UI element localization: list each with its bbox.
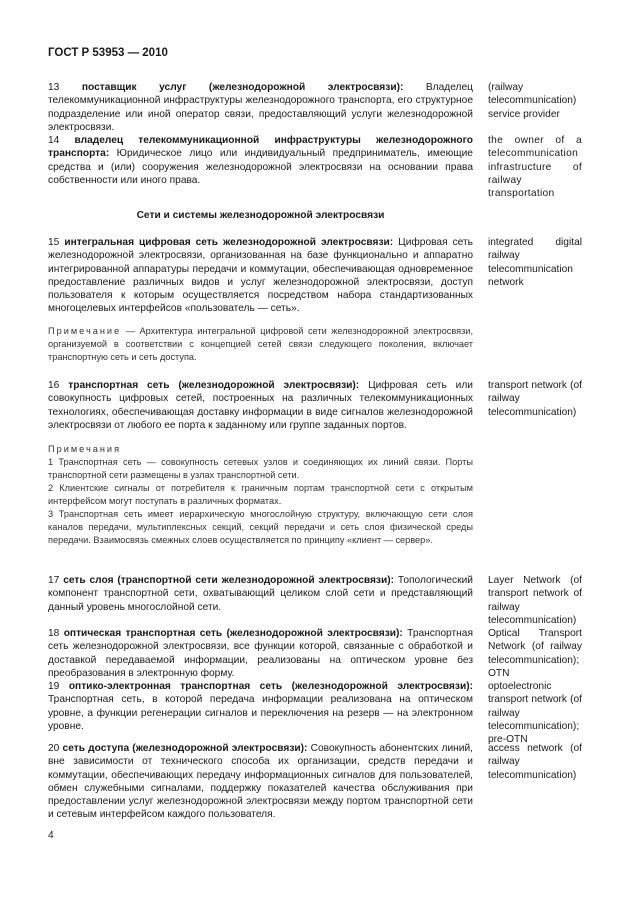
term-17: 17 сеть слоя (транспортной сети железнодорожной электросвязи): Топологический компонент транспортной сети, охватывающий целиком слой сети и представляющий данный уровень многослойной сети. [48,575,473,613]
term-18: 18 оптическая транспортная сеть (железнодорожной электросвязи): Транспортная сеть железнодорожной электросвязи, все функции которой, связанные с обработкой и доставкой передаваемой информации, реализованы на оптическом уровне без преобразования в электронную форму. [48,628,473,679]
term-16-english: transport network (of railway telecommunication) [488,380,582,418]
term-14: 14 владелец телекоммуникационной инфраструктуры железнодорожного транспорта: Юридическое лицо или индивидуальный предприниматель, имеющие средства и (или) сооружения железнодорожной электросвязи на основании права собственности или иного права. [48,135,473,186]
term-15-english: integrated digital railway telecommunication network [488,237,582,288]
term-19-english: optoelectronic transport network (of railway telecommunication); pre-OTN [488,681,582,746]
term-14-english: the owner of a telecommunication infrastructure of railway transportation [488,135,582,200]
term-13-english: (railway telecommunication) service provider [488,82,577,120]
note-15: Примечание — Архитектура интегральной цифровой сети железнодорожной электросвязи, организуемой в соответствии с концепцией сетей связи следующего поколения, включает транспортную сеть и сеть доступа. [48,326,473,362]
term-20-english: access network (of railway telecommunication) [488,743,582,781]
note-item: 1 Транспортная сеть — совокупность сетевых узлов и соединяющих их линий связи. Порты транспортной сети размещены в узлах транспортной сети. [48,457,473,480]
document-header: ГОСТ Р 53953 — 2010 [48,47,168,59]
section-title: Сети и системы железнодорожной электросвязи [136,210,385,221]
term-19: 19 оптико-электронная транспортная сеть (железнодорожной электросвязи): Транспортная сеть, в которой передача информации реализована на оптическом уровне, а функции регенерации сигналов и переключения на резерв — на электронном уровне. [48,681,473,732]
term-18-english: Optical Transport Network (of railway telecommunication); OTN [488,628,582,679]
term-13: 13 поставщик услуг (железнодорожной электросвязи): Владелец телекоммуникационной инфраструктуры железнодорожного транспорта, его структурное подразделение или иной оператор связи, предоставляющий услуги железнодорожной электросвязи. [48,82,473,133]
notes-16: Примечания 1 Транспортная сеть — совокупность сетевых узлов и соединяющих их линий связи. Порты транспортной сети размещены в узлах транспортной сети. 2 Клиентские сигналы от потребителя к граничным портам транспортной сети с открытым интерфейсом могут поступать в различных форматах. 3 Транспортная сеть имеет иерархическую многослойную структуру, включающую сети слоя каналов передачи, мультиплексных секций, секций передачи и сеть слоя физической среды передачи. Взаимосвязь смежных слоев осуществляется по принципу «клиент — сервер». [48,444,473,545]
note-item: 2 Клиентские сигналы от потребителя к граничным портам транспортной сети с открытым интерфейсом могут поступать в различных форматах. [48,483,473,506]
term-15: 15 интегральная цифровая сеть железнодорожной электросвязи: Цифровая сеть железнодорожной электросвязи, организованная на базе функционально и аппаратно интегрированной аппаратуры передачи и коммутации, обеспечивающая одновременное предоставление различных видов и услуг железнодорожной электросвязи, доступ пользователя к которым осуществляется посредством набора стандартизованных многоцелевых интерфейсов «пользователь — сеть». [48,237,473,315]
note-item: 3 Транспортная сеть имеет иерархическую многослойную структуру, включающую сети слоя каналов передачи, мультиплексных секций, секций передачи и сеть слоя физической среды передачи. Взаимосвязь смежных слоев осуществляется по принципу «клиент — сервер». [48,509,473,545]
term-20: 20 сеть доступа (железнодорожной электросвязи): Совокупность абонентских линий, вне зависимости от технического способа их организации, средств передачи и коммутации, обеспечивающих передачу информационных сигналов для пользователей, обмен служебными сигналами, поддержку показателей качества обслуживания при предоставлении услуг железнодорожной электросвязи между портом транспортной сети и сетевым интерфейсом каждого пользователя. [48,743,473,821]
term-16: 16 транспортная сеть (железнодорожной электросвязи): Цифровая сеть или совокупность цифровых сетей, построенных на различных телекоммуникационных технологиях, обеспечивающая доставку информации в виде сигналов железнодорожной электросвязи от любого ее порта к заданному или группе заданных портов. [48,380,473,431]
page-number: 4 [48,830,54,841]
term-17-english: Layer Network (of transport network of railway telecommunication) [488,575,582,626]
